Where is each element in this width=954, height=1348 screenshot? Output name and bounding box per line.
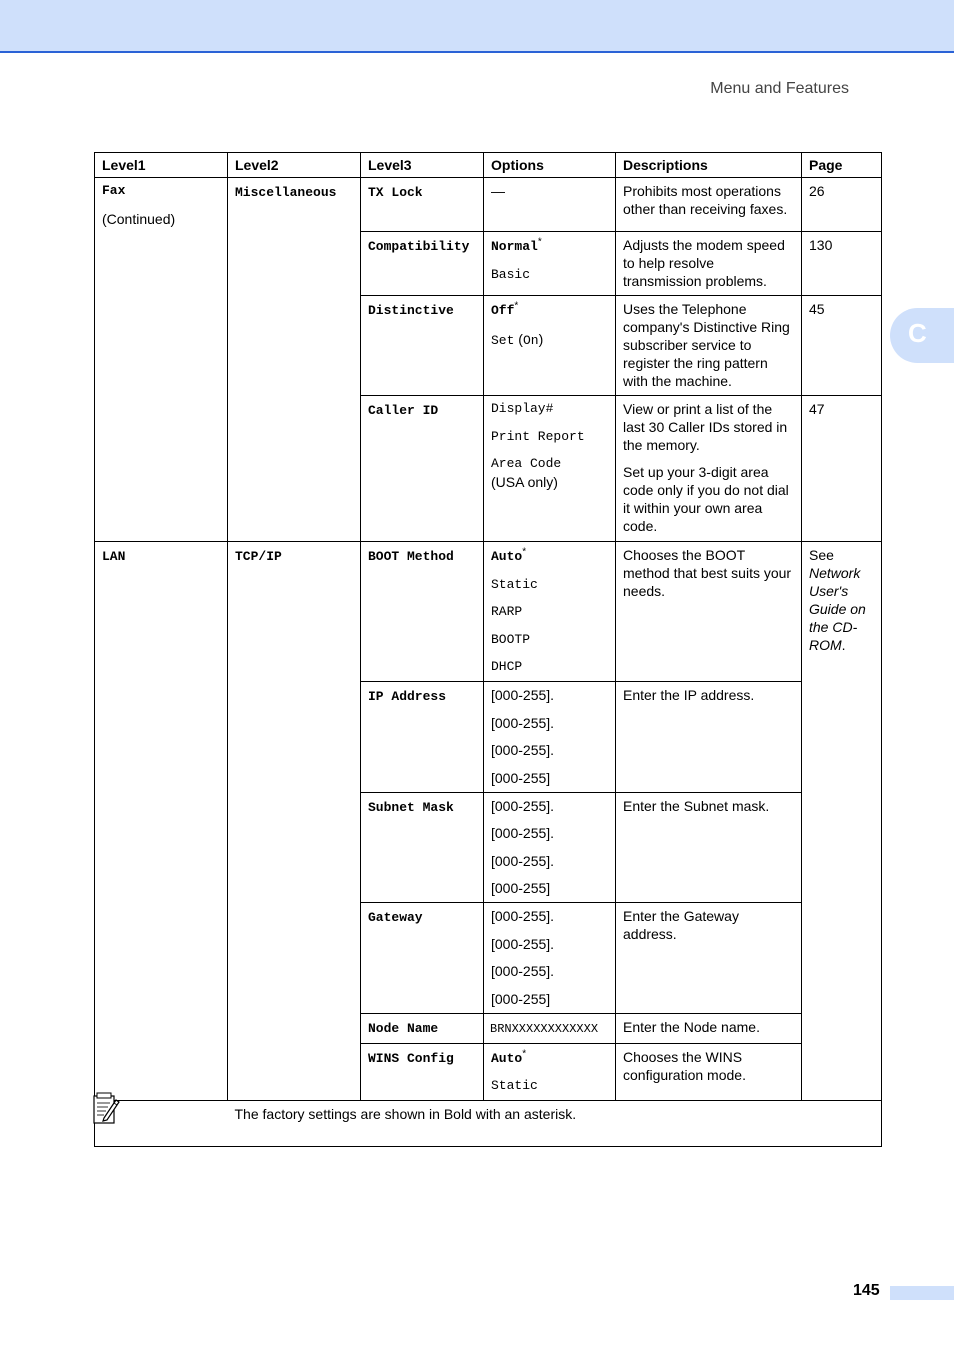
option-default: Auto* xyxy=(491,546,527,564)
lan-level2: TCP/IP xyxy=(235,549,282,564)
page-ref: 45 xyxy=(809,301,825,317)
header-descriptions: Descriptions xyxy=(616,153,802,178)
chapter-tab xyxy=(890,308,954,363)
option: BRNXXXXXXXXXXXX xyxy=(490,1021,599,1036)
header-page: Page xyxy=(802,153,882,178)
option: DHCP xyxy=(491,659,523,674)
level3-subnet-mask: Subnet Mask xyxy=(368,799,454,815)
option: [000-255]. xyxy=(491,935,555,952)
chapter-tab-letter: C xyxy=(908,318,927,348)
option: RARP xyxy=(491,604,523,619)
option: [000-255]. xyxy=(491,963,555,979)
option: [000-255] xyxy=(491,990,551,1007)
level3-distinctive: Distinctive xyxy=(368,303,454,318)
option: [000-255] xyxy=(491,769,551,786)
option-default: Off* xyxy=(491,300,519,318)
level3-compatibility: Compatibility xyxy=(368,239,470,254)
header-options: Options xyxy=(484,153,616,178)
option: [000-255]. xyxy=(491,825,555,841)
header-row xyxy=(95,153,882,178)
description: Enter the Gateway address. xyxy=(623,908,739,942)
lan-level1: LAN xyxy=(102,549,126,564)
description: Set up your 3-digit area code only if you do not dial it within your own area code. xyxy=(623,464,789,534)
page-period: . xyxy=(841,637,846,653)
option: Area Code xyxy=(491,456,562,471)
option: Display# xyxy=(491,401,554,416)
level3-wins-config: WINS Config xyxy=(368,1050,454,1066)
option: [000-255]. xyxy=(491,742,555,758)
option: Set (On) xyxy=(491,330,544,348)
footer-bar xyxy=(890,1286,954,1300)
option: BOOTP xyxy=(491,631,531,647)
note-text: The factory settings are shown in Bold with an asterisk. xyxy=(234,1106,577,1122)
level3-gateway: Gateway xyxy=(368,910,423,925)
level3-ip-address: IP Address xyxy=(368,689,447,704)
option: [000-255]. xyxy=(491,852,555,869)
page-ref: 26 xyxy=(809,183,825,199)
option-default: Auto* xyxy=(491,1047,527,1066)
header-level2: Level2 xyxy=(228,153,361,178)
top-banner xyxy=(0,0,954,53)
fax-level1: Fax xyxy=(102,183,126,198)
header-level3: Level3 xyxy=(361,153,484,178)
description: Enter the IP address. xyxy=(623,687,755,703)
page-ref: 130 xyxy=(809,237,833,253)
header-level1: Level1 xyxy=(95,153,228,178)
option: Print Report xyxy=(491,428,585,444)
level3-boot-method: BOOT Method xyxy=(368,549,454,564)
option: Basic xyxy=(491,266,531,282)
option: [000-255] xyxy=(491,880,551,896)
level3-node-name: Node Name xyxy=(368,1020,439,1036)
description: Enter the Node name. xyxy=(623,1018,760,1035)
lan-level1-cell xyxy=(95,542,228,1101)
lan-level2-cell xyxy=(228,542,361,1101)
description: Prohibits most operations other than receiving faxes. xyxy=(623,183,788,217)
option-default: Normal* xyxy=(491,236,542,254)
fax-continued: (Continued) xyxy=(102,210,176,227)
option: [000-255]. xyxy=(491,714,555,731)
note-row xyxy=(95,1101,882,1147)
option: Static xyxy=(491,1078,538,1093)
fax-level2: Miscellaneous xyxy=(235,185,337,200)
option: — xyxy=(491,183,505,199)
fax-level1-cell xyxy=(95,178,228,542)
description: Enter the Subnet mask. xyxy=(623,797,770,814)
level3-tx-lock: TX Lock xyxy=(368,185,423,200)
option: Static xyxy=(491,576,538,592)
page-see: See xyxy=(809,547,834,563)
option: [000-255]. xyxy=(491,687,555,703)
description: Uses the Telephone company's Distinctive Ring subscriber service to register the ring pattern with the machine. xyxy=(623,301,790,389)
lan-page-cell xyxy=(802,542,882,1101)
description: Chooses the BOOT method that best suits your needs. xyxy=(623,547,792,599)
table-row xyxy=(95,178,882,232)
running-title: Menu and Features xyxy=(710,80,849,97)
menu-table xyxy=(94,152,882,1147)
note-pencil-icon xyxy=(90,1091,120,1125)
level3-caller-id: Caller ID xyxy=(368,403,439,418)
table-row xyxy=(95,542,882,682)
page-number: 145 xyxy=(853,1282,880,1299)
option: [000-255]. xyxy=(491,797,555,814)
fax-level2-cell xyxy=(228,178,361,542)
option: [000-255]. xyxy=(491,908,555,924)
page-guide-ref: Network User's Guide on the CD-ROM xyxy=(809,565,866,653)
option-note: (USA only) xyxy=(491,474,558,490)
description: Chooses the WINS configuration mode. xyxy=(623,1048,746,1083)
page-ref: 47 xyxy=(809,401,825,417)
description: View or print a list of the last 30 Caller IDs stored in the memory. xyxy=(623,401,788,453)
description: Adjusts the modem speed to help resolve transmission problems. xyxy=(623,237,785,289)
